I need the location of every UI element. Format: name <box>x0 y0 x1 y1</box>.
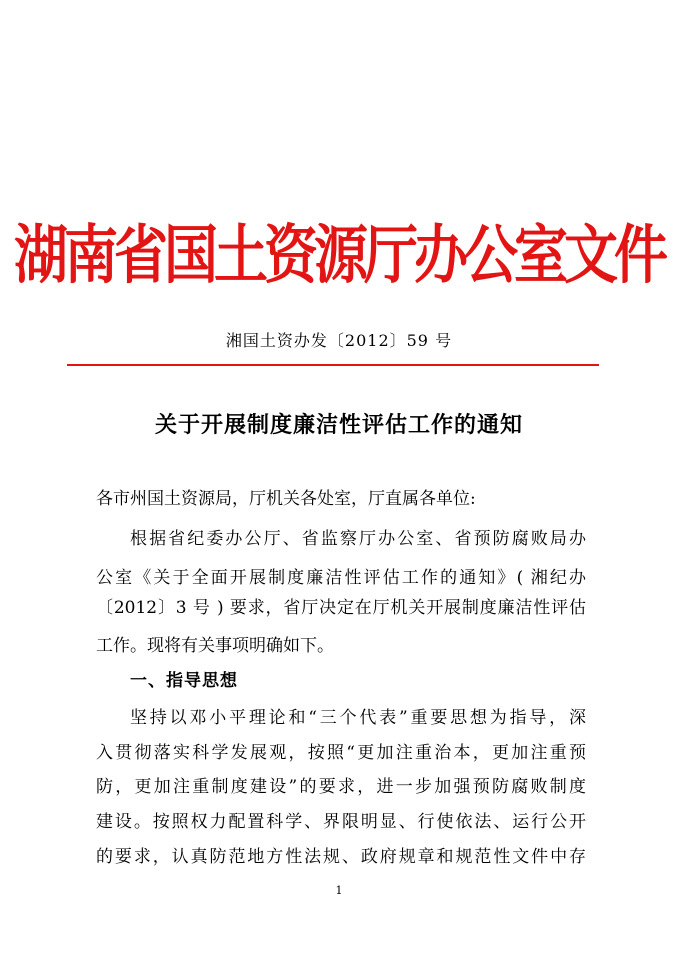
paragraph-line: 防，更加注重制度建设”的要求，进一步加强预防腐败制度 <box>96 777 586 797</box>
document-number: 湘国土资办发〔2012〕59 号 <box>225 331 453 350</box>
notice-title: 关于开展制度廉洁性评估工作的通知 <box>154 413 523 438</box>
paragraph-line: 建设。按照权力配置科学、界限明显、行使依法、运行公开 <box>96 812 586 832</box>
paragraph-line: 坚持以邓小平理论和“三个代表”重要思想为指导，深 <box>130 708 586 728</box>
section-heading: 一、指导思想 <box>130 671 238 691</box>
red-divider <box>67 364 599 366</box>
paragraph-line: 的要求，认真防范地方性法规、政府规章和规范性文件中存 <box>96 847 586 867</box>
paragraph-line: 工作。现将有关事项明确如下。 <box>96 636 334 656</box>
paragraph-line: 入贯彻落实科学发展观，按照“更加注重治本，更加注重预 <box>96 743 586 763</box>
page-number: 1 <box>335 884 343 897</box>
salutation: 各市州国土资源局，厅机关各处室，厅直属各单位: <box>96 489 476 509</box>
paragraph-line: 根据省纪委办公厅、省监察厅办公室、省预防腐败局办 <box>130 529 586 549</box>
masthead-title: 湖南省国土资源厅办公室文件 <box>14 218 664 293</box>
paragraph-line: 公室《关于全面开展制度廉洁性评估工作的通知》( 湘纪办 <box>96 568 586 588</box>
paragraph-line: 〔2012〕3 号 ) 要求，省厅决定在厅机关开展制度廉洁性评估 <box>96 598 586 618</box>
